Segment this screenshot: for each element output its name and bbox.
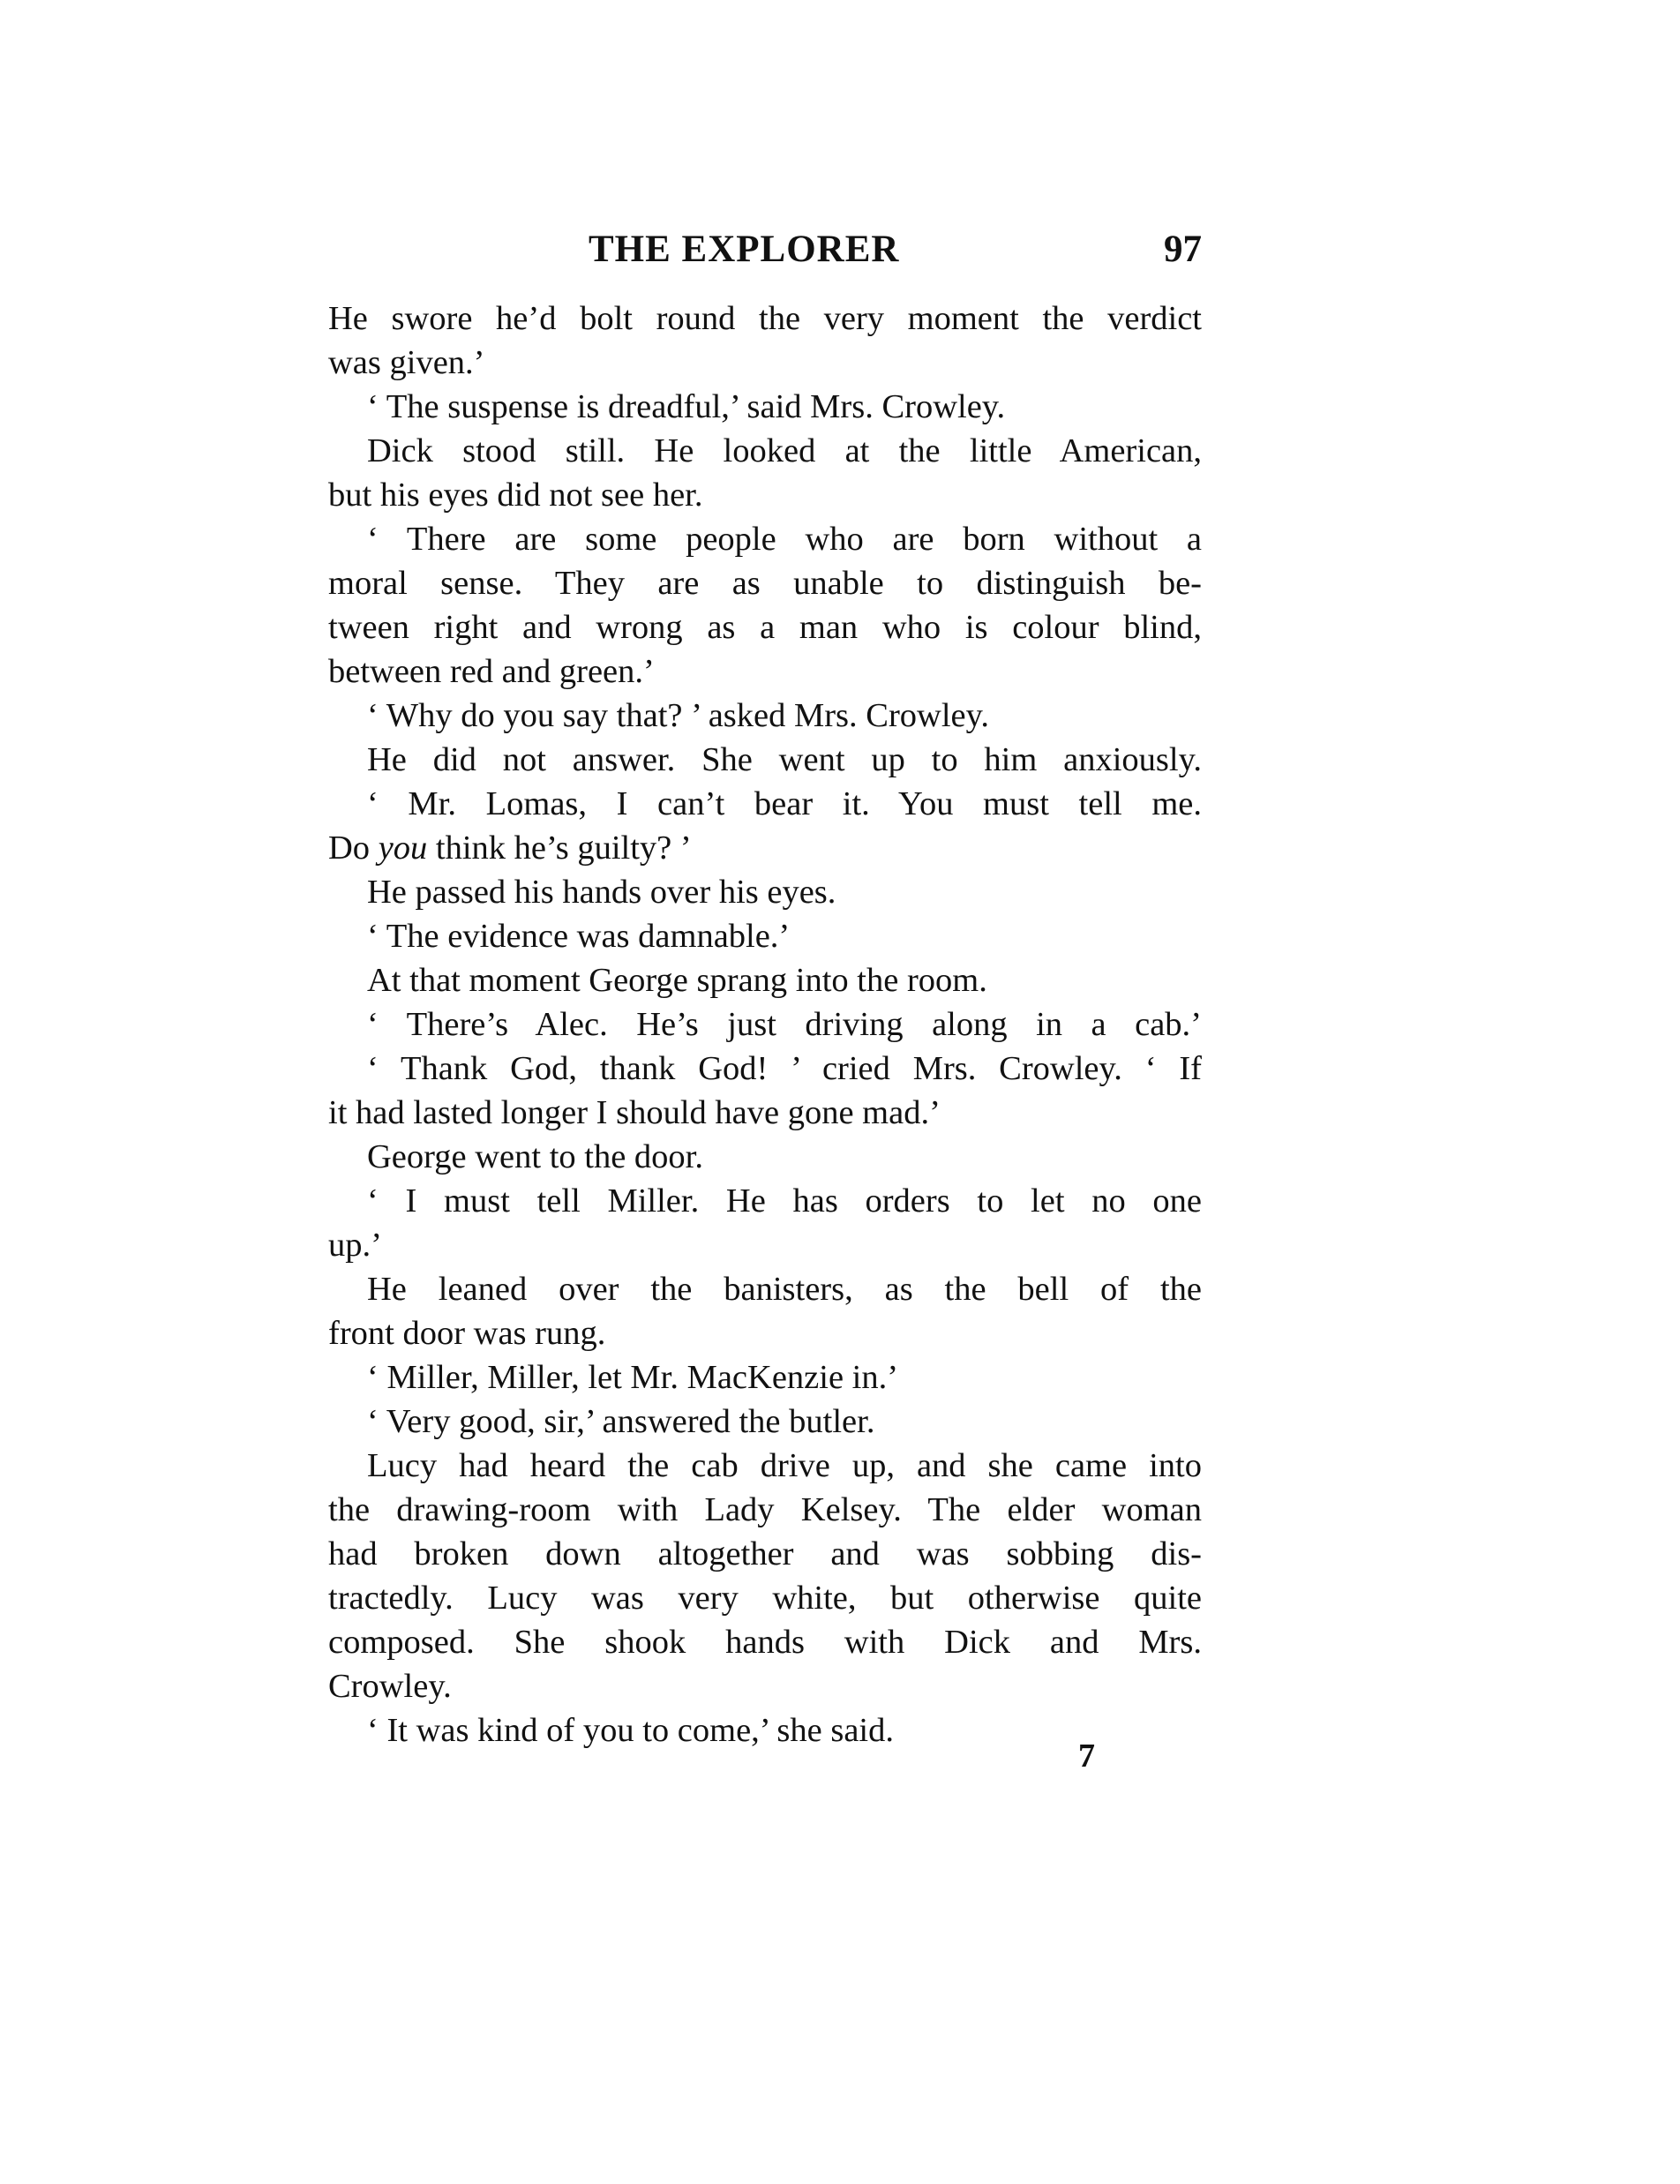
text-line: Lucy had heard the cab drive up, and she came into bbox=[367, 1447, 1202, 1484]
text-line: composed. She shook hands with Dick and Mrs. bbox=[328, 1624, 1202, 1661]
text-line: moral sense. They are as unable to distinguish be- bbox=[328, 565, 1202, 602]
text-line: ‘ There are some people who are born without a bbox=[367, 521, 1202, 558]
text-line: tractedly. Lucy was very white, but otherwise quite bbox=[328, 1580, 1202, 1617]
text-line: but his eyes did not see her. bbox=[328, 477, 703, 514]
text-line bbox=[328, 826, 1202, 870]
text-line: between red and green.’ bbox=[328, 653, 655, 690]
text-line: Dick stood still. He looked at the little American, bbox=[367, 432, 1202, 469]
text-line: ‘ The suspense is dreadful,’ said Mrs. Crowley. bbox=[367, 388, 1006, 425]
text-line: ‘ It was kind of you to come,’ she said. bbox=[367, 1712, 894, 1749]
signature-mark: 7 bbox=[1078, 1737, 1095, 1775]
text-line: had broken down altogether and was sobbing dis- bbox=[328, 1535, 1202, 1572]
text-line: Crowley. bbox=[328, 1668, 452, 1705]
text-line: He did not answer. She went up to him anxiously. bbox=[367, 741, 1202, 778]
text-line: was given.’ bbox=[328, 344, 485, 381]
text-run: think he’s guilty? ’ bbox=[427, 829, 692, 867]
text-line: up.’ bbox=[328, 1227, 382, 1264]
running-title: THE EXPLORER bbox=[589, 229, 900, 270]
emphasis-run: you bbox=[378, 829, 428, 867]
page-number: 97 bbox=[1164, 229, 1202, 270]
text-line: tween right and wrong as a man who is colour blind, bbox=[328, 609, 1202, 646]
text-line: He passed his hands over his eyes. bbox=[367, 874, 836, 911]
text-line: ‘ Miller, Miller, let Mr. MacKenzie in.’ bbox=[367, 1359, 899, 1396]
text-line: He leaned over the banisters, as the bell of the bbox=[367, 1271, 1202, 1308]
text-line: George went to the door. bbox=[367, 1138, 703, 1175]
text-line: ‘ Mr. Lomas, I can’t bear it. You must tell me. bbox=[367, 785, 1202, 822]
running-head bbox=[328, 228, 1202, 281]
text-line: it had lasted longer I should have gone mad.’ bbox=[328, 1094, 941, 1131]
text-line: ‘ Thank God, thank God! ’ cried Mrs. Crowley. ‘ If bbox=[367, 1050, 1202, 1087]
text-line: ‘ There’s Alec. He’s just driving along in a cab.’ bbox=[367, 1006, 1202, 1043]
text-line: front door was rung. bbox=[328, 1315, 606, 1352]
text-line: He swore he’d bolt round the very moment the verdict bbox=[328, 300, 1202, 337]
text-line: ‘ Very good, sir,’ answered the butler. bbox=[367, 1403, 875, 1440]
text-line: At that moment George sprang into the room. bbox=[367, 962, 987, 999]
text-line: ‘ Why do you say that? ’ asked Mrs. Crowley. bbox=[367, 697, 989, 734]
text-run: Do bbox=[328, 829, 379, 867]
body-text bbox=[328, 296, 1202, 1752]
text-line: ‘ The evidence was damnable.’ bbox=[367, 918, 791, 955]
text-line: ‘ I must tell Miller. He has orders to let no one bbox=[367, 1182, 1202, 1220]
text-line: the drawing-room with Lady Kelsey. The elder woman bbox=[328, 1491, 1202, 1528]
